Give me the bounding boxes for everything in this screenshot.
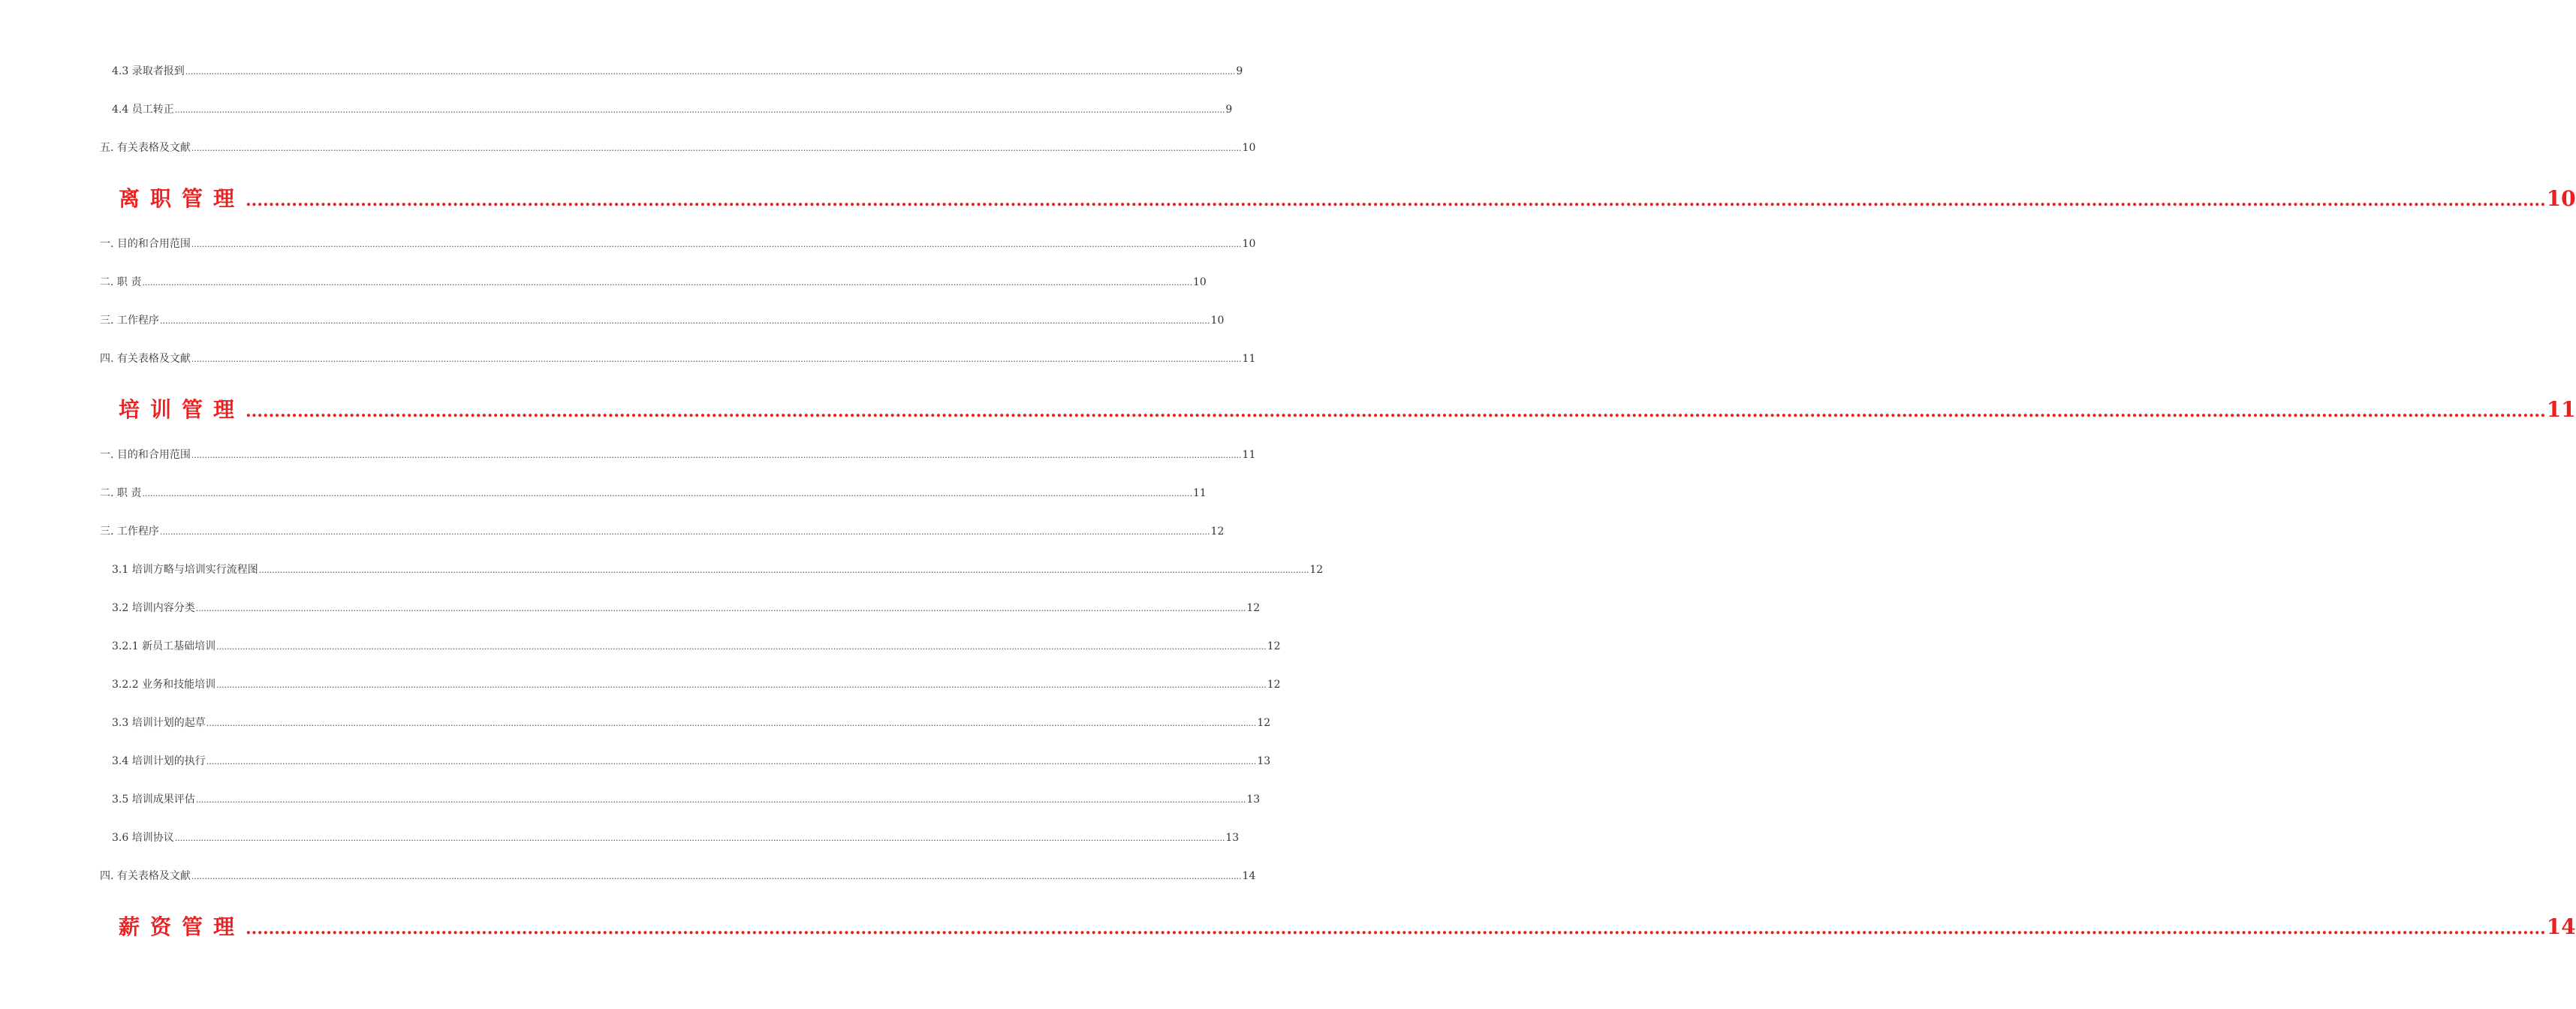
toc-page-number: 13: [1225, 832, 1240, 844]
toc-entry[interactable]: [112, 791, 1261, 806]
toc-page-number: 13: [1257, 755, 1271, 767]
dot-leader: ................................................................................................................................................................................................................................................................................................................................................................................................................: [216, 642, 1267, 652]
toc-entry[interactable]: [100, 236, 1256, 251]
toc-entry[interactable]: [112, 753, 1271, 768]
dot-leader: ................................................................................................................................................................................................................................................................................................................................................................................................................: [159, 527, 1210, 537]
toc-entry-label: 3.5 培训成果评估: [112, 794, 195, 806]
toc-page-number: 12: [1257, 717, 1271, 729]
toc-page-number: 14: [2546, 914, 2576, 939]
toc-entry-label: 四. 有关表格及文献: [100, 353, 191, 365]
dot-leader: ................................................................................................................................................................................................................................................................................................................................................................................................................: [258, 565, 1309, 575]
toc-entry-label: 3.4 培训计划的执行: [112, 755, 206, 767]
toc-entry[interactable]: [100, 140, 1256, 155]
dot-leader: ................................................................................................................................................................................................................................................................................................................................................................................................................: [195, 604, 1246, 613]
toc-page-number: 12: [1267, 640, 1281, 652]
toc-entry-label: 三. 工作程序: [100, 526, 159, 538]
toc-entry-label: 五. 有关表格及文献: [100, 142, 191, 154]
toc-entry-label: 一. 目的和合用范围: [100, 449, 191, 461]
toc-page-number: 10: [1193, 276, 1207, 288]
toc-entry[interactable]: [100, 523, 1225, 538]
toc-entry-label: 薪资管理: [119, 914, 246, 939]
dot-leader: ................................................................................................................................................................................................................................................................................................................................................................................................................: [246, 402, 2546, 421]
toc-entry-label: 离职管理: [119, 186, 246, 211]
toc-chapter-heading[interactable]: [119, 182, 2576, 212]
toc-entry[interactable]: [100, 274, 1207, 289]
toc-entry-label: 一. 目的和合用范围: [100, 238, 191, 250]
toc-page-number: 12: [1267, 679, 1281, 691]
toc-chapter-heading[interactable]: [119, 911, 2576, 941]
toc-entry[interactable]: [112, 63, 1243, 78]
dot-leader: ................................................................................................................................................................................................................................................................................................................................................................................................................: [206, 757, 1257, 767]
toc-page-number: 11: [2546, 397, 2576, 422]
toc-entry[interactable]: [100, 485, 1207, 500]
toc-page-number: 9: [1236, 65, 1243, 77]
toc-entry[interactable]: [112, 562, 1324, 577]
toc-page-number: 11: [1242, 449, 1256, 461]
dot-leader: ................................................................................................................................................................................................................................................................................................................................................................................................................: [191, 872, 1242, 881]
dot-leader: ................................................................................................................................................................................................................................................................................................................................................................................................................: [195, 795, 1246, 805]
dot-leader: ................................................................................................................................................................................................................................................................................................................................................................................................................: [246, 191, 2546, 210]
toc-entry[interactable]: [100, 868, 1256, 883]
toc-entry-label: 3.2.2 业务和技能培训: [112, 679, 216, 691]
toc-entry[interactable]: [100, 447, 1256, 462]
toc-entry[interactable]: [112, 676, 1281, 691]
toc-page-number: 13: [1246, 794, 1261, 806]
toc-page-number: 10: [2546, 186, 2576, 211]
dot-leader: ................................................................................................................................................................................................................................................................................................................................................................................................................: [191, 143, 1242, 153]
toc-page-number: 10: [1242, 142, 1256, 154]
toc-page-number: 10: [1242, 238, 1256, 250]
toc-entry[interactable]: [112, 600, 1261, 615]
toc-entry-label: 3.1 培训方略与培训实行流程图: [112, 564, 258, 576]
toc-entry[interactable]: [100, 351, 1256, 366]
toc-page-number: 14: [1242, 870, 1256, 882]
toc-entry[interactable]: [112, 715, 1271, 730]
toc-page-number: 12: [1210, 526, 1225, 538]
toc-chapter-heading[interactable]: [119, 393, 2576, 423]
toc-entry-label: 4.3 录取者报到: [112, 65, 185, 77]
toc-entry-label: 3.2 培训内容分类: [112, 602, 195, 614]
toc-entry-label: 3.2.1 新员工基础培训: [112, 640, 216, 652]
toc-entry[interactable]: [100, 312, 1225, 327]
toc-entry-label: 二. 职 责: [100, 487, 142, 499]
toc-page-number: 10: [1210, 315, 1225, 327]
toc-entry-label: 3.6 培训协议: [112, 832, 174, 844]
toc-page-number: 12: [1246, 602, 1261, 614]
toc-entry[interactable]: [112, 638, 1281, 653]
dot-leader: ................................................................................................................................................................................................................................................................................................................................................................................................................: [191, 239, 1242, 249]
dot-leader: ................................................................................................................................................................................................................................................................................................................................................................................................................: [174, 833, 1225, 843]
toc-entry-label: 培训管理: [119, 397, 246, 422]
dot-leader: ................................................................................................................................................................................................................................................................................................................................................................................................................: [246, 919, 2546, 938]
toc-page-number: 12: [1309, 564, 1324, 576]
toc-entry-label: 3.3 培训计划的起草: [112, 717, 206, 729]
toc-entry-label: 二. 职 责: [100, 276, 142, 288]
toc-entry-label: 四. 有关表格及文献: [100, 870, 191, 882]
toc-entry[interactable]: [112, 830, 1240, 845]
toc-page-number: 11: [1242, 353, 1256, 365]
toc-page-number: 9: [1225, 104, 1233, 116]
toc-page-number: 11: [1193, 487, 1207, 499]
dot-leader: ................................................................................................................................................................................................................................................................................................................................................................................................................: [174, 105, 1225, 115]
toc-entry-label: 4.4 员工转正: [112, 104, 174, 116]
dot-leader: ................................................................................................................................................................................................................................................................................................................................................................................................................: [185, 67, 1236, 77]
dot-leader: ................................................................................................................................................................................................................................................................................................................................................................................................................: [191, 450, 1242, 460]
dot-leader: ................................................................................................................................................................................................................................................................................................................................................................................................................: [159, 316, 1210, 326]
dot-leader: ................................................................................................................................................................................................................................................................................................................................................................................................................: [206, 718, 1257, 728]
dot-leader: ................................................................................................................................................................................................................................................................................................................................................................................................................: [216, 680, 1267, 690]
dot-leader: ................................................................................................................................................................................................................................................................................................................................................................................................................: [142, 489, 1192, 498]
toc-entry[interactable]: [112, 101, 1233, 116]
dot-leader: ................................................................................................................................................................................................................................................................................................................................................................................................................: [142, 278, 1192, 288]
toc-entry-label: 三. 工作程序: [100, 315, 159, 327]
dot-leader: ................................................................................................................................................................................................................................................................................................................................................................................................................: [191, 354, 1242, 364]
